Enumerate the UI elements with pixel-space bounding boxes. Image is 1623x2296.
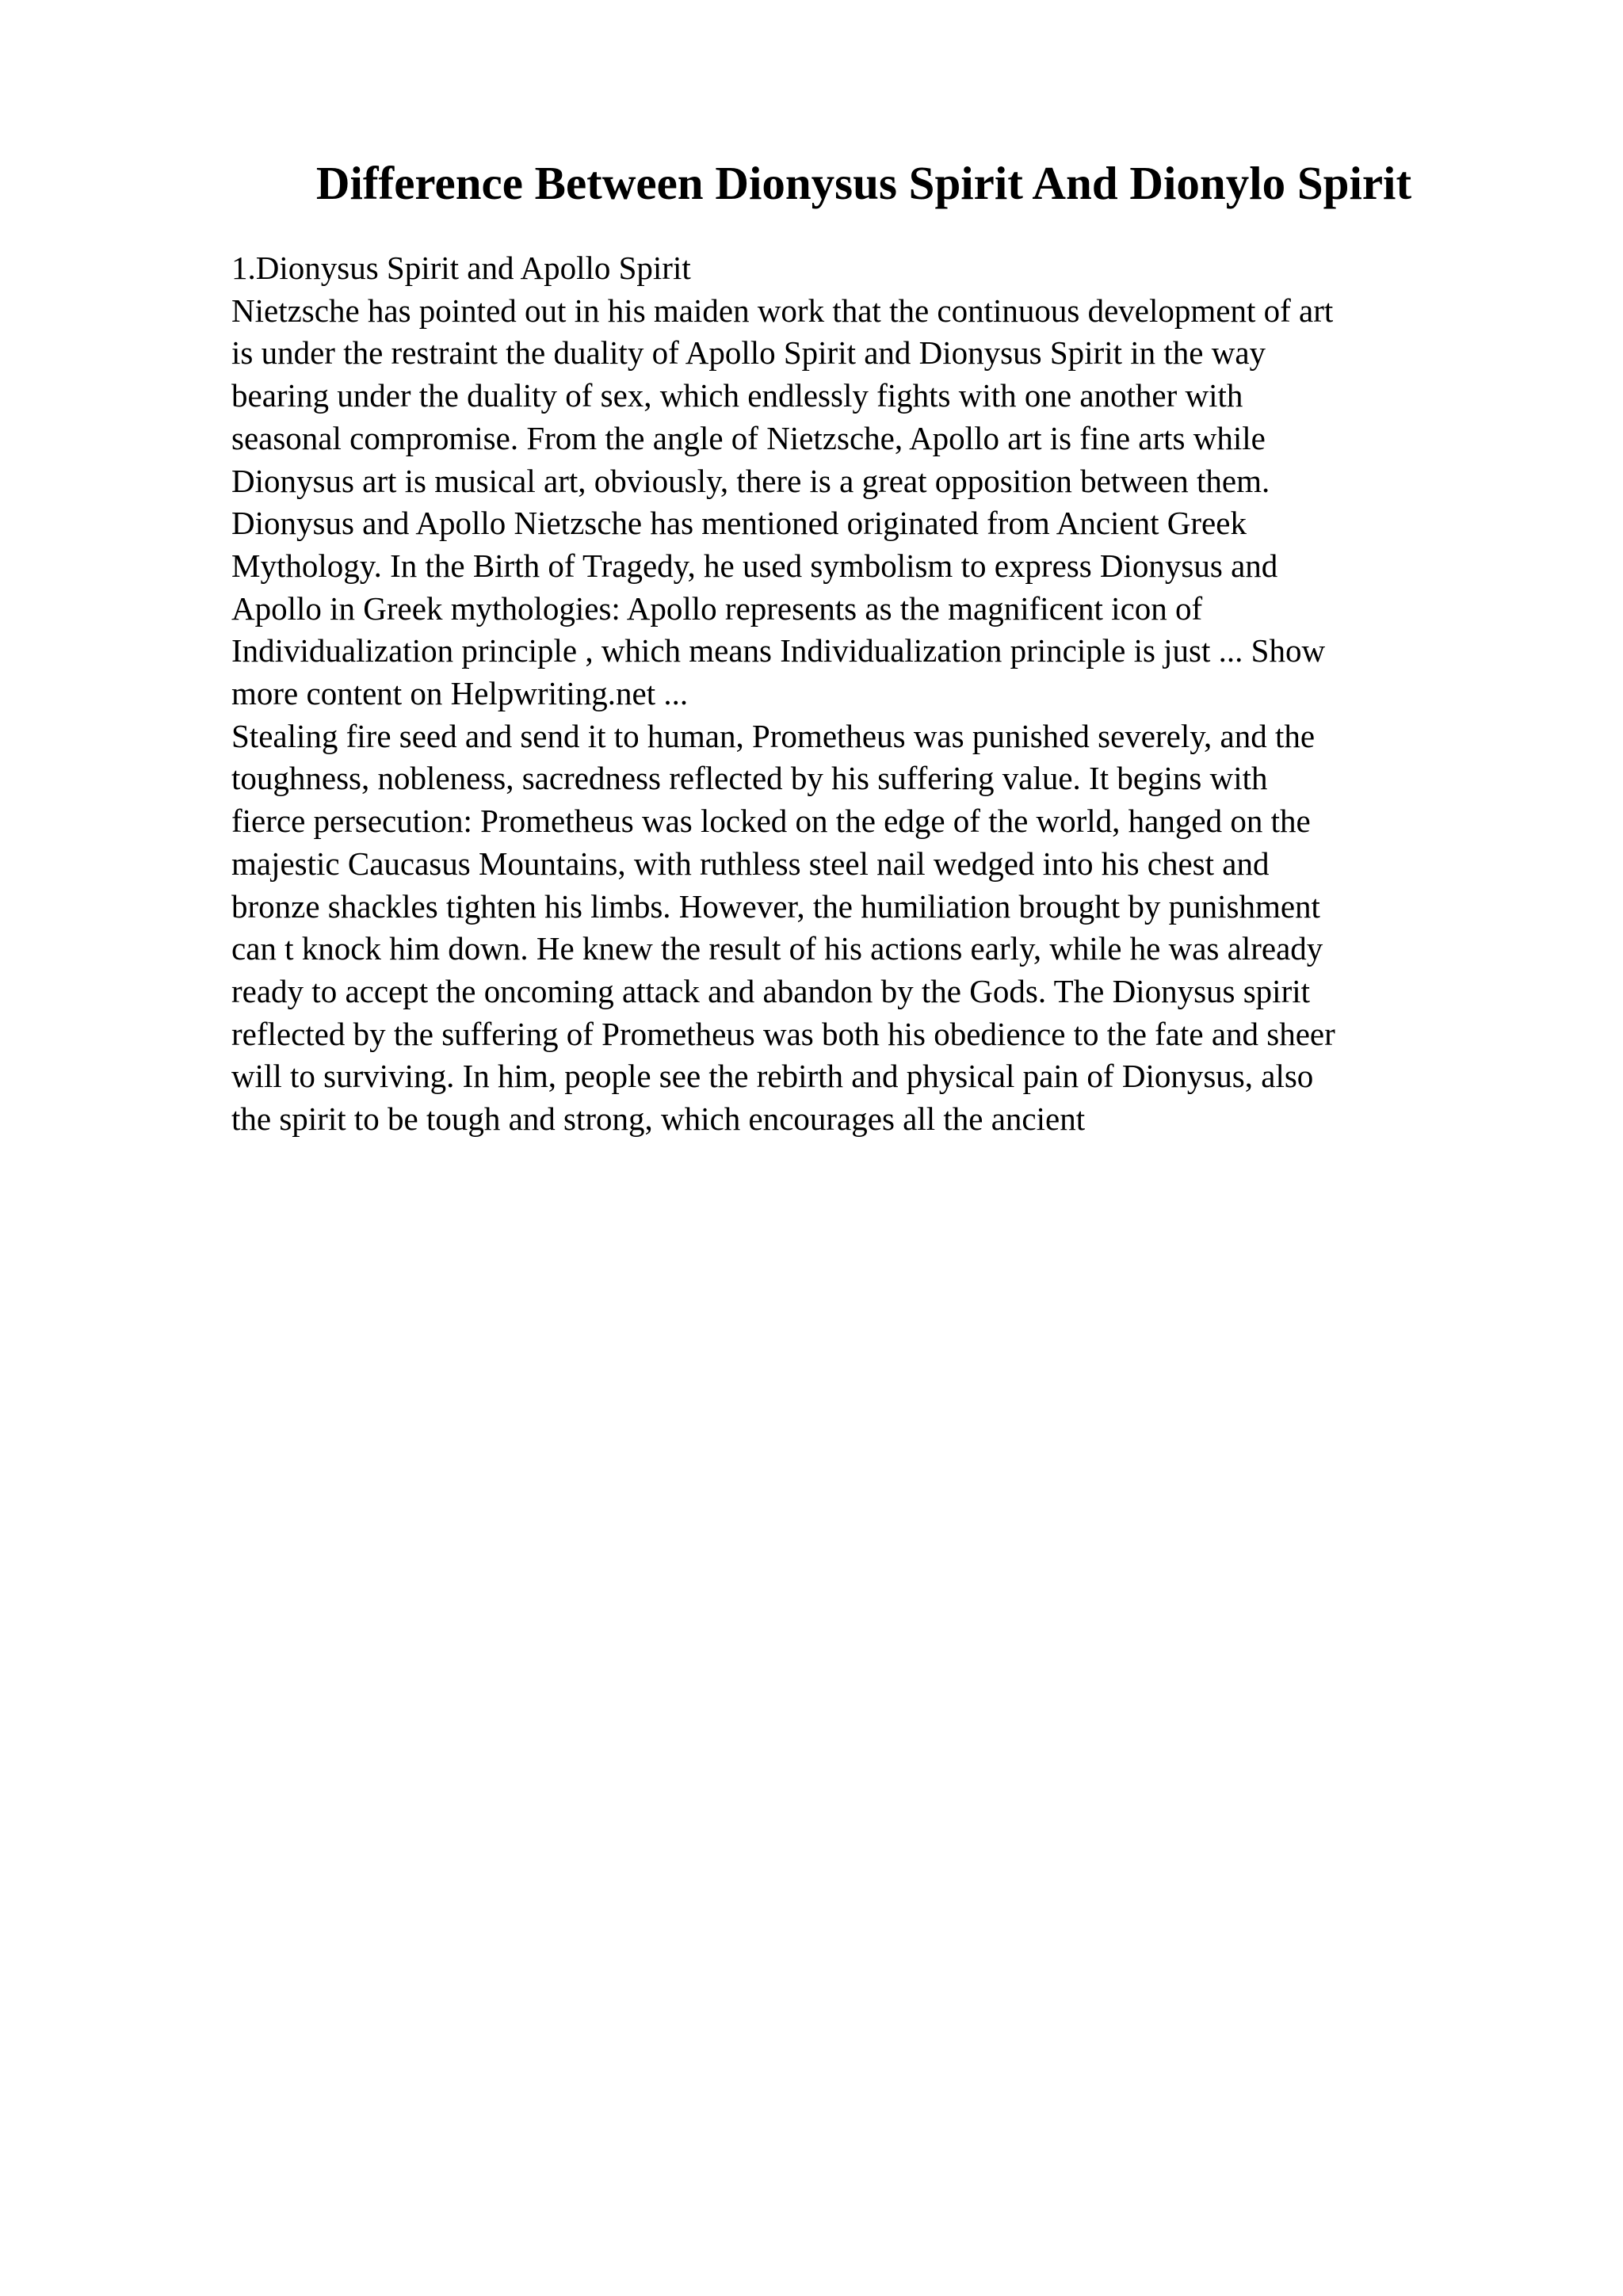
text-line: Mythology. In the Birth of Tragedy, he used symbolism to express Dionysus and bbox=[231, 547, 1278, 584]
text-line: Apollo in Greek mythologies: Apollo represents as the magnificent icon of bbox=[231, 589, 1203, 627]
text-line: fierce persecution: Prometheus was locked on the edge of the world, hanged on the bbox=[231, 803, 1311, 840]
text-line: can t knock him down. He knew the result of his actions early, while he was already bbox=[231, 930, 1323, 967]
text-line: Nietzsche has pointed out in his maiden work that the continuous development of art bbox=[231, 292, 1334, 329]
text-line: will to surviving. In him, people see the rebirth and physical pain of Dionysus, also bbox=[231, 1058, 1314, 1095]
text-line: Stealing fire seed and send it to human, Prometheus was punished severely, and the bbox=[231, 717, 1316, 754]
text-line: the spirit to be tough and strong, which encourages all the ancient bbox=[231, 1100, 1086, 1138]
text-line: Dionysus art is musical art, obviously, there is a great opposition between them. bbox=[231, 462, 1270, 499]
text-line: bronze shackles tighten his limbs. However, the humiliation brought by punishment bbox=[231, 887, 1320, 925]
text-line: reflected by the suffering of Prometheus was both his obedience to the fate and sheer bbox=[231, 1015, 1335, 1052]
document-title: Difference Between Dionysus Spirit And Dionylo Spirit bbox=[315, 157, 1412, 209]
text-line: Individualization principle , which means Individualization principle is just ... Show bbox=[231, 632, 1326, 669]
text-line: majestic Caucasus Mountains, with ruthless steel nail wedged into his chest and bbox=[231, 845, 1270, 882]
text-line: Dionysus and Apollo Nietzsche has mentioned originated from Ancient Greek bbox=[231, 505, 1247, 542]
text-line: bearing under the duality of sex, which endlessly fights with one another with bbox=[231, 377, 1243, 414]
text-line: more content on Helpwriting.net ... bbox=[231, 675, 689, 712]
text-line: is under the restraint the duality of Apollo Spirit and Dionysus Spirit in the way bbox=[231, 334, 1266, 372]
text-line: ready to accept the oncoming attack and abandon by the Gods. The Dionysus spirit bbox=[231, 972, 1311, 1009]
document-body bbox=[231, 247, 1499, 1141]
text-line: seasonal compromise. From the angle of Nietzsche, Apollo art is fine arts while bbox=[231, 419, 1266, 456]
text-line: toughness, nobleness, sacredness reflected by his suffering value. It begins with bbox=[231, 760, 1268, 797]
text-line: 1.Dionysus Spirit and Apollo Spirit bbox=[231, 250, 691, 286]
